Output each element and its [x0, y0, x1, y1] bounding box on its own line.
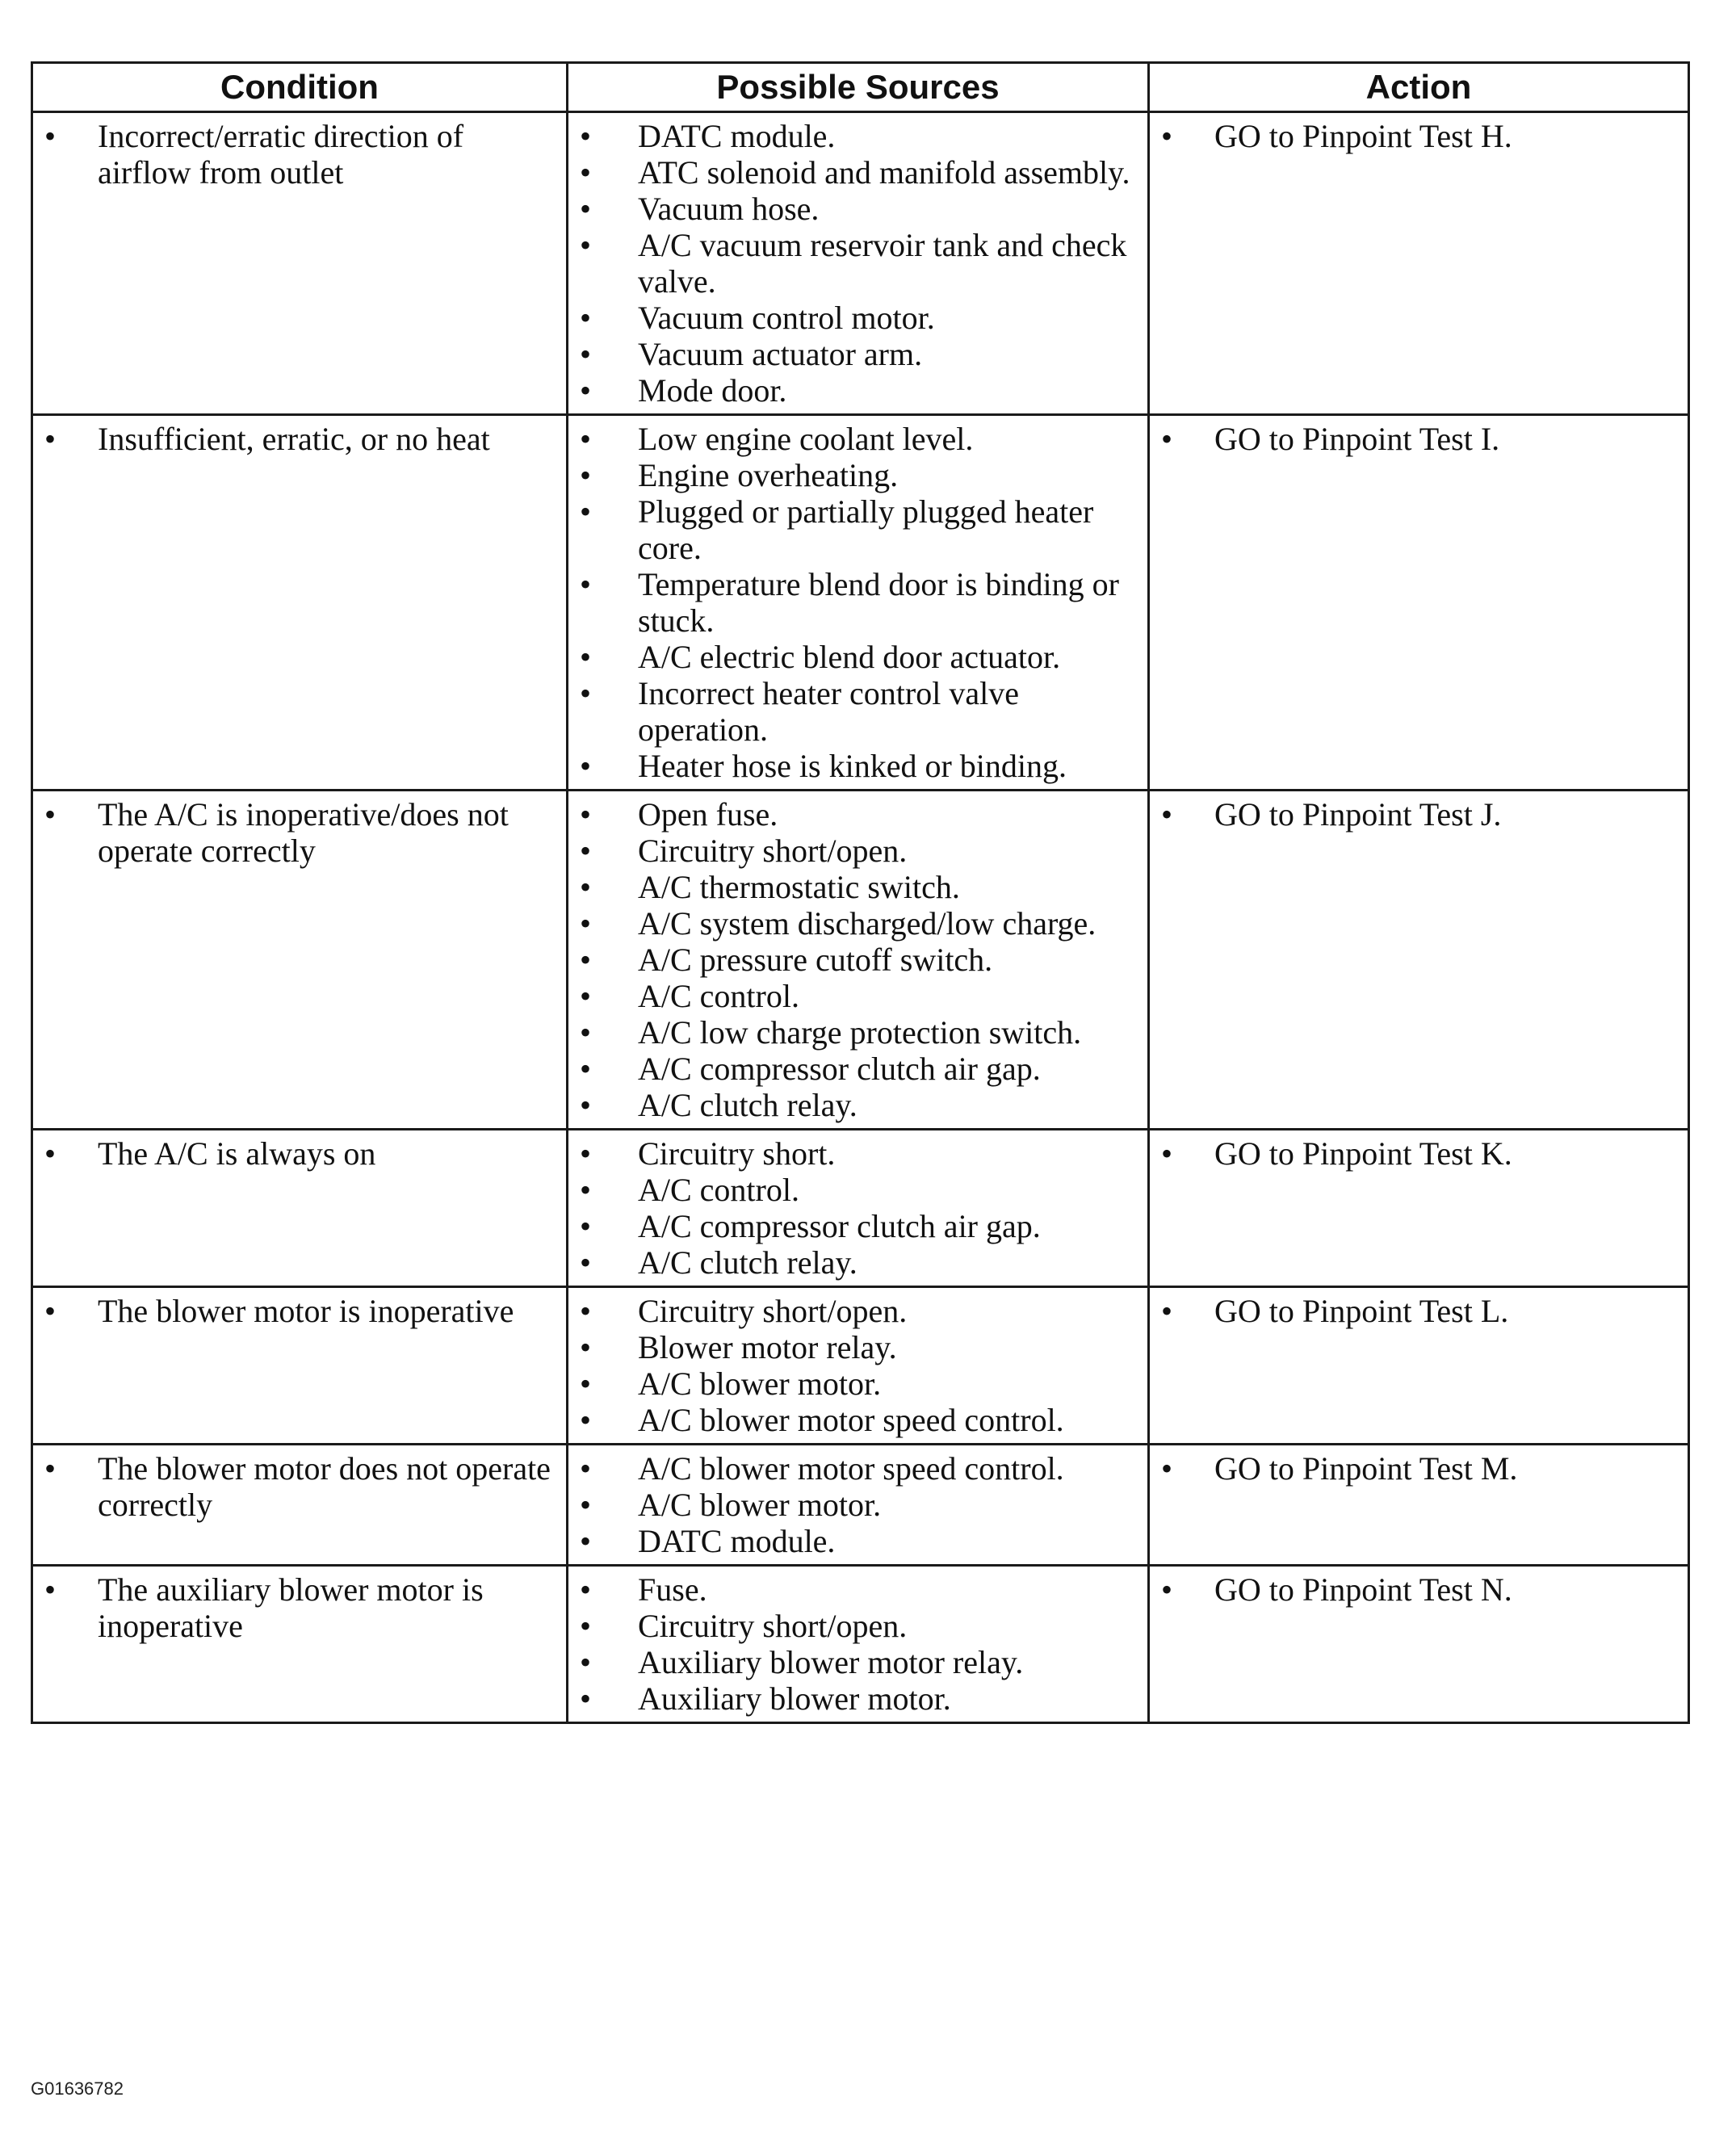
condition-text: • The auxiliary blower motor is inoperative	[44, 1571, 558, 1644]
action-text: • GO to Pinpoint Test M.	[1161, 1450, 1679, 1487]
condition-cell	[32, 1287, 568, 1445]
source-item: • Heater hose is kinked or binding.	[580, 748, 1139, 784]
source-item: • DATC module.	[580, 1523, 1139, 1559]
action-cell	[1149, 791, 1689, 1130]
source-item: • Auxiliary blower motor relay.	[580, 1644, 1139, 1680]
condition-text: • The blower motor does not operate correctly	[44, 1450, 558, 1523]
source-item: • Fuse.	[580, 1571, 1139, 1608]
source-item: • Temperature blend door is binding or stuck.	[580, 566, 1139, 639]
possible-sources-cell	[568, 112, 1149, 415]
table-row	[32, 1445, 1689, 1566]
source-item: • Circuitry short.	[580, 1135, 1139, 1172]
source-item: • Circuitry short/open.	[580, 1608, 1139, 1644]
source-item: • Open fuse.	[580, 796, 1139, 833]
possible-sources-cell	[568, 1566, 1149, 1723]
source-item: • A/C compressor clutch air gap.	[580, 1051, 1139, 1087]
action-text: • GO to Pinpoint Test I.	[1161, 421, 1679, 457]
action-text: • GO to Pinpoint Test L.	[1161, 1293, 1679, 1329]
condition-text: • Incorrect/erratic direction of airflow from outlet	[44, 118, 558, 191]
source-item: • Blower motor relay.	[580, 1329, 1139, 1365]
source-item: • A/C pressure cutoff switch.	[580, 942, 1139, 978]
source-item: • A/C thermostatic switch.	[580, 869, 1139, 905]
source-item: • Low engine coolant level.	[580, 421, 1139, 457]
source-item: • DATC module.	[580, 118, 1139, 154]
source-item: • Vacuum actuator arm.	[580, 336, 1139, 372]
table-header-row	[32, 63, 1689, 112]
possible-sources-cell	[568, 1130, 1149, 1287]
condition-cell	[32, 415, 568, 791]
source-item: • A/C blower motor.	[580, 1487, 1139, 1523]
source-item: • Vacuum control motor.	[580, 300, 1139, 336]
source-item: • A/C system discharged/low charge.	[580, 905, 1139, 942]
source-item: • A/C compressor clutch air gap.	[580, 1208, 1139, 1244]
action-cell	[1149, 415, 1689, 791]
action-cell	[1149, 112, 1689, 415]
condition-text: • The A/C is always on	[44, 1135, 558, 1172]
table-row	[32, 791, 1689, 1130]
table-body	[32, 112, 1689, 1723]
condition-text: • Insufficient, erratic, or no heat	[44, 421, 558, 457]
action-text: • GO to Pinpoint Test K.	[1161, 1135, 1679, 1172]
condition-cell	[32, 1445, 568, 1566]
header-condition: Condition	[32, 63, 568, 112]
condition-text: • The A/C is inoperative/does not operate correctly	[44, 796, 558, 869]
possible-sources-cell	[568, 791, 1149, 1130]
action-cell	[1149, 1445, 1689, 1566]
source-item: • ATC solenoid and manifold assembly.	[580, 154, 1139, 191]
source-item: • A/C vacuum reservoir tank and check valve.	[580, 227, 1139, 300]
diagnosis-table	[31, 61, 1690, 1724]
source-item: • Engine overheating.	[580, 457, 1139, 493]
action-cell	[1149, 1287, 1689, 1445]
header-action: Action	[1149, 63, 1689, 112]
table-row	[32, 1566, 1689, 1723]
source-item: • A/C blower motor speed control.	[580, 1450, 1139, 1487]
table-row	[32, 1130, 1689, 1287]
source-item: • A/C low charge protection switch.	[580, 1014, 1139, 1051]
possible-sources-cell	[568, 1287, 1149, 1445]
source-item: • A/C blower motor speed control.	[580, 1402, 1139, 1438]
source-item: • Circuitry short/open.	[580, 1293, 1139, 1329]
source-item: • A/C clutch relay.	[580, 1244, 1139, 1281]
condition-cell	[32, 1130, 568, 1287]
table-row	[32, 415, 1689, 791]
possible-sources-cell	[568, 1445, 1149, 1566]
possible-sources-cell	[568, 415, 1149, 791]
source-item: • Plugged or partially plugged heater core.	[580, 493, 1139, 566]
table-row	[32, 112, 1689, 415]
source-item: • A/C blower motor.	[580, 1365, 1139, 1402]
source-item: • Mode door.	[580, 372, 1139, 409]
source-item: • A/C clutch relay.	[580, 1087, 1139, 1123]
source-item: • A/C control.	[580, 1172, 1139, 1208]
source-item: • A/C control.	[580, 978, 1139, 1014]
source-item: • Auxiliary blower motor.	[580, 1680, 1139, 1717]
source-item: • Vacuum hose.	[580, 191, 1139, 227]
figure-code: G01636782	[31, 2078, 124, 2099]
header-possible-sources: Possible Sources	[568, 63, 1149, 112]
condition-cell	[32, 1566, 568, 1723]
source-item: • Circuitry short/open.	[580, 833, 1139, 869]
action-cell	[1149, 1566, 1689, 1723]
source-item: • Incorrect heater control valve operation.	[580, 675, 1139, 748]
source-item: • A/C electric blend door actuator.	[580, 639, 1139, 675]
condition-cell	[32, 791, 568, 1130]
table-row	[32, 1287, 1689, 1445]
action-text: • GO to Pinpoint Test N.	[1161, 1571, 1679, 1608]
action-text: • GO to Pinpoint Test H.	[1161, 118, 1679, 154]
condition-cell	[32, 112, 568, 415]
condition-text: • The blower motor is inoperative	[44, 1293, 558, 1329]
action-text: • GO to Pinpoint Test J.	[1161, 796, 1679, 833]
action-cell	[1149, 1130, 1689, 1287]
